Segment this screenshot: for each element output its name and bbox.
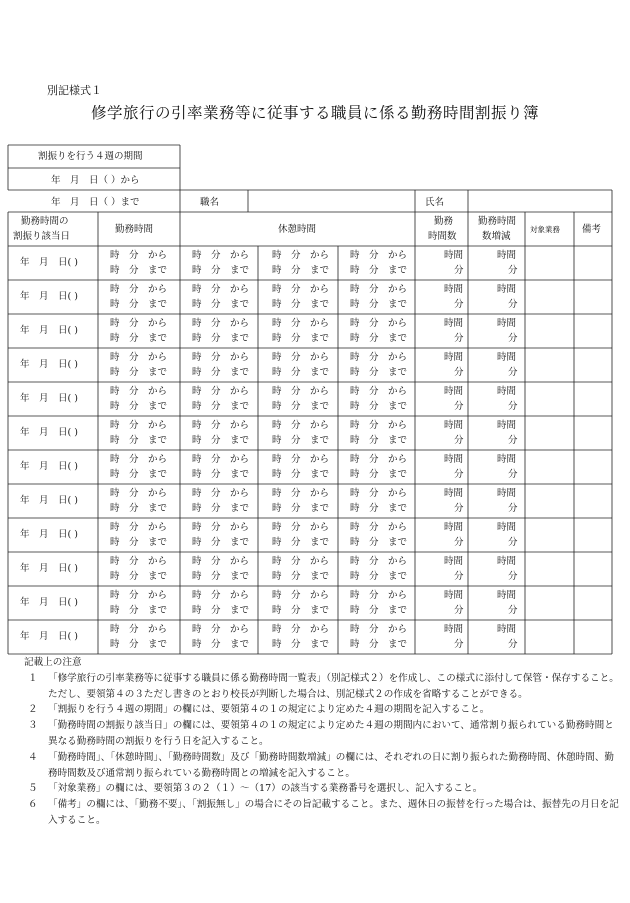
note-text: 「勤務時間の割振り該当日」の欄には、要領第４の１の規定により定めた４週の期間内において、通常割り振られている勤務時間と異なる勤務時間の割振りを行う日を記入すること。 — [48, 720, 614, 747]
notes-section — [24, 655, 620, 829]
row-change-top: 時間 — [497, 352, 517, 363]
row-change-top: 時間 — [497, 386, 517, 397]
row-rest-2-from: 時 分 から — [272, 386, 330, 397]
row-work-from: 時 分 から — [110, 352, 168, 363]
row-rest-3-from: 時 分 から — [350, 420, 408, 431]
note-item — [24, 781, 620, 797]
row-work-from: 時 分 から — [110, 386, 168, 397]
row-rest-1-from: 時 分 から — [192, 420, 250, 431]
row-work-to: 時 分 まで — [110, 537, 168, 548]
row-work-from: 時 分 から — [110, 590, 168, 601]
col-work-header: 勤務時間 — [115, 224, 154, 235]
row-work-to: 時 分 まで — [110, 435, 168, 446]
notes-heading: 記載上の注意 — [24, 657, 82, 668]
row-rest-1-to: 時 分 まで — [192, 469, 250, 480]
row-work-from: 時 分 から — [110, 488, 168, 499]
row-change-top: 時間 — [497, 454, 517, 465]
row-hours-top: 時間 — [444, 318, 464, 329]
row-rest-1-from: 時 分 から — [192, 624, 250, 635]
row-rest-1-to: 時 分 まで — [192, 503, 250, 514]
row-hours-top: 時間 — [444, 352, 464, 363]
note-text: 「勤務時間」、「休憩時間」、「勤務時間数」及び「勤務時間数増減」の欄には、それぞれの日に割り振られた勤務時間、休憩時間、勤務時間数及び通常割り振られている勤務時間との増減を記入すること。 — [48, 751, 615, 779]
col-change-line1: 勤務時間 — [478, 216, 517, 227]
note-text: 「対象業務」の欄には、要領第３の２（１）～（17）の該当する業務番号を選択し、記入すること。 — [48, 783, 483, 795]
row-change-bottom: 分 — [508, 401, 518, 412]
row-rest-1-from: 時 分 から — [192, 590, 250, 601]
row-rest-1-to: 時 分 まで — [192, 333, 250, 344]
row-rest-3-to: 時 分 まで — [350, 605, 408, 616]
row-date: 年 月 日( ) — [20, 597, 78, 608]
row-hours-bottom: 分 — [454, 605, 464, 616]
row-rest-2-from: 時 分 から — [272, 352, 330, 363]
full-name-label: 氏名 — [425, 197, 445, 208]
row-rest-2-from: 時 分 から — [272, 590, 330, 601]
row-rest-2-to: 時 分 まで — [272, 537, 330, 548]
row-date: 年 月 日( ) — [20, 257, 78, 268]
row-rest-1-from: 時 分 から — [192, 386, 250, 397]
row-rest-3-from: 時 分 から — [350, 284, 408, 295]
row-hours-bottom: 分 — [454, 537, 464, 548]
row-hours-bottom: 分 — [454, 401, 464, 412]
row-rest-3-from: 時 分 から — [350, 488, 408, 499]
row-rest-2-to: 時 分 まで — [272, 571, 330, 582]
row-work-from: 時 分 から — [110, 420, 168, 431]
row-rest-1-from: 時 分 から — [192, 284, 250, 295]
row-rest-3-to: 時 分 まで — [350, 469, 408, 480]
row-rest-2-to: 時 分 まで — [272, 435, 330, 446]
row-work-to: 時 分 まで — [110, 367, 168, 378]
col-date-line2: 割振り該当日 — [13, 231, 71, 242]
note-item — [24, 702, 620, 718]
document-title: 修学旅行の引率業務等に従事する職員に係る勤務時間割振り簿 — [90, 104, 539, 122]
col-rest-header: 休憩時間 — [278, 224, 317, 235]
row-rest-2-to: 時 分 まで — [272, 639, 330, 650]
row-rest-2-from: 時 分 から — [272, 488, 330, 499]
row-hours-top: 時間 — [444, 624, 464, 635]
row-change-top: 時間 — [497, 556, 517, 567]
row-work-to: 時 分 まで — [110, 401, 168, 412]
row-rest-3-to: 時 分 まで — [350, 333, 408, 344]
row-rest-2-from: 時 分 から — [272, 420, 330, 431]
row-hours-top: 時間 — [444, 250, 464, 261]
period-header: 割振りを行う４週の期間 — [38, 151, 143, 162]
row-work-from: 時 分 から — [110, 454, 168, 465]
row-date: 年 月 日( ) — [20, 631, 78, 642]
row-rest-2-to: 時 分 まで — [272, 469, 330, 480]
row-rest-3-from: 時 分 から — [350, 454, 408, 465]
row-work-from: 時 分 から — [110, 318, 168, 329]
row-change-top: 時間 — [497, 420, 517, 431]
row-hours-top: 時間 — [444, 556, 464, 567]
row-change-top: 時間 — [497, 250, 517, 261]
col-date-line1: 勤務時間の — [21, 216, 69, 227]
row-change-bottom: 分 — [508, 367, 518, 378]
row-rest-3-from: 時 分 から — [350, 250, 408, 261]
row-date: 年 月 日( ) — [20, 461, 78, 472]
row-date: 年 月 日( ) — [20, 427, 78, 438]
row-work-from: 時 分 から — [110, 284, 168, 295]
row-work-from: 時 分 から — [110, 522, 168, 533]
row-hours-bottom: 分 — [454, 469, 464, 480]
row-hours-top: 時間 — [444, 284, 464, 295]
row-rest-2-from: 時 分 から — [272, 318, 330, 329]
row-rest-2-from: 時 分 から — [272, 556, 330, 567]
row-hours-bottom: 分 — [454, 435, 464, 446]
row-rest-2-from: 時 分 から — [272, 624, 330, 635]
row-change-bottom: 分 — [508, 469, 518, 480]
row-rest-1-to: 時 分 まで — [192, 435, 250, 446]
row-hours-bottom: 分 — [454, 503, 464, 514]
note-number: ６ — [28, 799, 38, 811]
col-hours-line1: 勤務 — [434, 216, 454, 227]
row-rest-1-from: 時 分 から — [192, 454, 250, 465]
row-rest-1-to: 時 分 まで — [192, 605, 250, 616]
note-number: ２ — [28, 704, 38, 716]
row-date: 年 月 日( ) — [20, 495, 78, 506]
row-hours-bottom: 分 — [454, 265, 464, 276]
row-hours-top: 時間 — [444, 590, 464, 601]
row-rest-2-to: 時 分 まで — [272, 367, 330, 378]
row-rest-3-to: 時 分 まで — [350, 537, 408, 548]
note-item — [24, 797, 620, 829]
row-change-top: 時間 — [497, 284, 517, 295]
col-hours-line2: 時間数 — [428, 231, 457, 242]
row-hours-bottom: 分 — [454, 367, 464, 378]
row-change-bottom: 分 — [508, 503, 518, 514]
row-hours-bottom: 分 — [454, 333, 464, 344]
note-number: ３ — [28, 720, 38, 732]
note-item — [24, 750, 620, 782]
row-change-bottom: 分 — [508, 639, 518, 650]
job-title-label: 職名 — [200, 197, 220, 208]
row-change-top: 時間 — [497, 624, 517, 635]
row-change-bottom: 分 — [508, 605, 518, 616]
row-rest-1-from: 時 分 から — [192, 250, 250, 261]
row-rest-3-from: 時 分 から — [350, 624, 408, 635]
row-work-to: 時 分 まで — [110, 333, 168, 344]
row-rest-3-to: 時 分 まで — [350, 299, 408, 310]
row-rest-3-to: 時 分 まで — [350, 639, 408, 650]
row-work-to: 時 分 まで — [110, 469, 168, 480]
row-work-to: 時 分 まで — [110, 299, 168, 310]
row-rest-2-from: 時 分 から — [272, 454, 330, 465]
row-work-to: 時 分 まで — [110, 503, 168, 514]
row-date: 年 月 日( ) — [20, 291, 78, 302]
period-to: 年 月 日（ ）まで — [51, 197, 140, 208]
row-rest-1-to: 時 分 まで — [192, 265, 250, 276]
note-number: ５ — [28, 783, 38, 795]
row-work-to: 時 分 まで — [110, 265, 168, 276]
row-rest-1-from: 時 分 から — [192, 522, 250, 533]
note-number: ４ — [28, 751, 38, 763]
col-target-header: 対象業務 — [530, 225, 560, 234]
row-rest-3-to: 時 分 まで — [350, 435, 408, 446]
row-hours-bottom: 分 — [454, 639, 464, 650]
row-work-from: 時 分 から — [110, 250, 168, 261]
row-rest-3-from: 時 分 から — [350, 386, 408, 397]
row-rest-1-to: 時 分 まで — [192, 299, 250, 310]
row-rest-3-from: 時 分 から — [350, 556, 408, 567]
row-change-top: 時間 — [497, 522, 517, 533]
row-rest-3-from: 時 分 から — [350, 522, 408, 533]
row-rest-2-from: 時 分 から — [272, 522, 330, 533]
row-rest-2-to: 時 分 まで — [272, 333, 330, 344]
row-hours-top: 時間 — [444, 420, 464, 431]
row-rest-1-from: 時 分 から — [192, 352, 250, 363]
row-rest-1-to: 時 分 まで — [192, 367, 250, 378]
row-rest-3-to: 時 分 まで — [350, 367, 408, 378]
row-rest-3-from: 時 分 から — [350, 590, 408, 601]
note-number: １ — [28, 672, 38, 684]
row-rest-2-to: 時 分 まで — [272, 503, 330, 514]
row-change-bottom: 分 — [508, 265, 518, 276]
row-rest-1-from: 時 分 から — [192, 556, 250, 567]
row-date: 年 月 日( ) — [20, 393, 78, 404]
note-text: 「備考」の欄には、「勤務不要」、「割振無し」の場合にその旨記載すること。また、週休日の振替を行った場合は、振替先の月日を記入すること。 — [48, 799, 619, 826]
row-rest-1-to: 時 分 まで — [192, 639, 250, 650]
row-change-bottom: 分 — [508, 299, 518, 310]
col-change-line2: 数増減 — [482, 231, 511, 242]
row-rest-2-from: 時 分 から — [272, 250, 330, 261]
row-rest-2-to: 時 分 まで — [272, 299, 330, 310]
row-change-top: 時間 — [497, 318, 517, 329]
row-rest-1-to: 時 分 まで — [192, 537, 250, 548]
row-rest-2-to: 時 分 まで — [272, 265, 330, 276]
row-date: 年 月 日( ) — [20, 325, 78, 336]
row-hours-bottom: 分 — [454, 299, 464, 310]
row-date: 年 月 日( ) — [20, 359, 78, 370]
row-hours-top: 時間 — [444, 454, 464, 465]
row-change-bottom: 分 — [508, 333, 518, 344]
row-rest-3-to: 時 分 まで — [350, 571, 408, 582]
row-rest-3-to: 時 分 まで — [350, 503, 408, 514]
row-rest-2-to: 時 分 まで — [272, 401, 330, 412]
row-rest-1-to: 時 分 まで — [192, 571, 250, 582]
row-hours-top: 時間 — [444, 522, 464, 533]
row-rest-1-to: 時 分 まで — [192, 401, 250, 412]
row-rest-3-from: 時 分 から — [350, 352, 408, 363]
row-work-to: 時 分 まで — [110, 639, 168, 650]
row-rest-3-from: 時 分 から — [350, 318, 408, 329]
note-item — [24, 718, 620, 750]
row-change-top: 時間 — [497, 488, 517, 499]
period-from: 年 月 日（ ）から — [51, 175, 140, 186]
row-rest-3-to: 時 分 まで — [350, 265, 408, 276]
row-change-bottom: 分 — [508, 571, 518, 582]
row-hours-bottom: 分 — [454, 571, 464, 582]
row-work-to: 時 分 まで — [110, 571, 168, 582]
row-hours-top: 時間 — [444, 488, 464, 499]
row-change-bottom: 分 — [508, 435, 518, 446]
form-label: 別記様式１ — [47, 84, 102, 97]
row-work-to: 時 分 まで — [110, 605, 168, 616]
row-date: 年 月 日( ) — [20, 529, 78, 540]
row-rest-1-from: 時 分 から — [192, 318, 250, 329]
row-rest-3-to: 時 分 まで — [350, 401, 408, 412]
row-hours-top: 時間 — [444, 386, 464, 397]
note-text: 「修学旅行の引率業務等に従事する職員に係る勤務時間一覧表」（別記様式２）を作成し、この様式に添付して保管・保存すること。ただし、要領第４の３ただし書きのとおり校長が判断した場合は、別記様式２の作成を省略することができる。 — [48, 672, 619, 700]
row-work-from: 時 分 から — [110, 624, 168, 635]
row-rest-1-from: 時 分 から — [192, 488, 250, 499]
row-rest-2-to: 時 分 まで — [272, 605, 330, 616]
row-change-bottom: 分 — [508, 537, 518, 548]
row-work-from: 時 分 から — [110, 556, 168, 567]
note-text: 「割振りを行う４週の期間」の欄には、要領第４の１の規定により定めた４週の期間を記入すること。 — [48, 704, 490, 716]
row-change-top: 時間 — [497, 590, 517, 601]
row-rest-2-from: 時 分 から — [272, 284, 330, 295]
note-item — [24, 671, 620, 703]
row-date: 年 月 日( ) — [20, 563, 78, 574]
col-remarks-header: 備考 — [582, 224, 602, 235]
